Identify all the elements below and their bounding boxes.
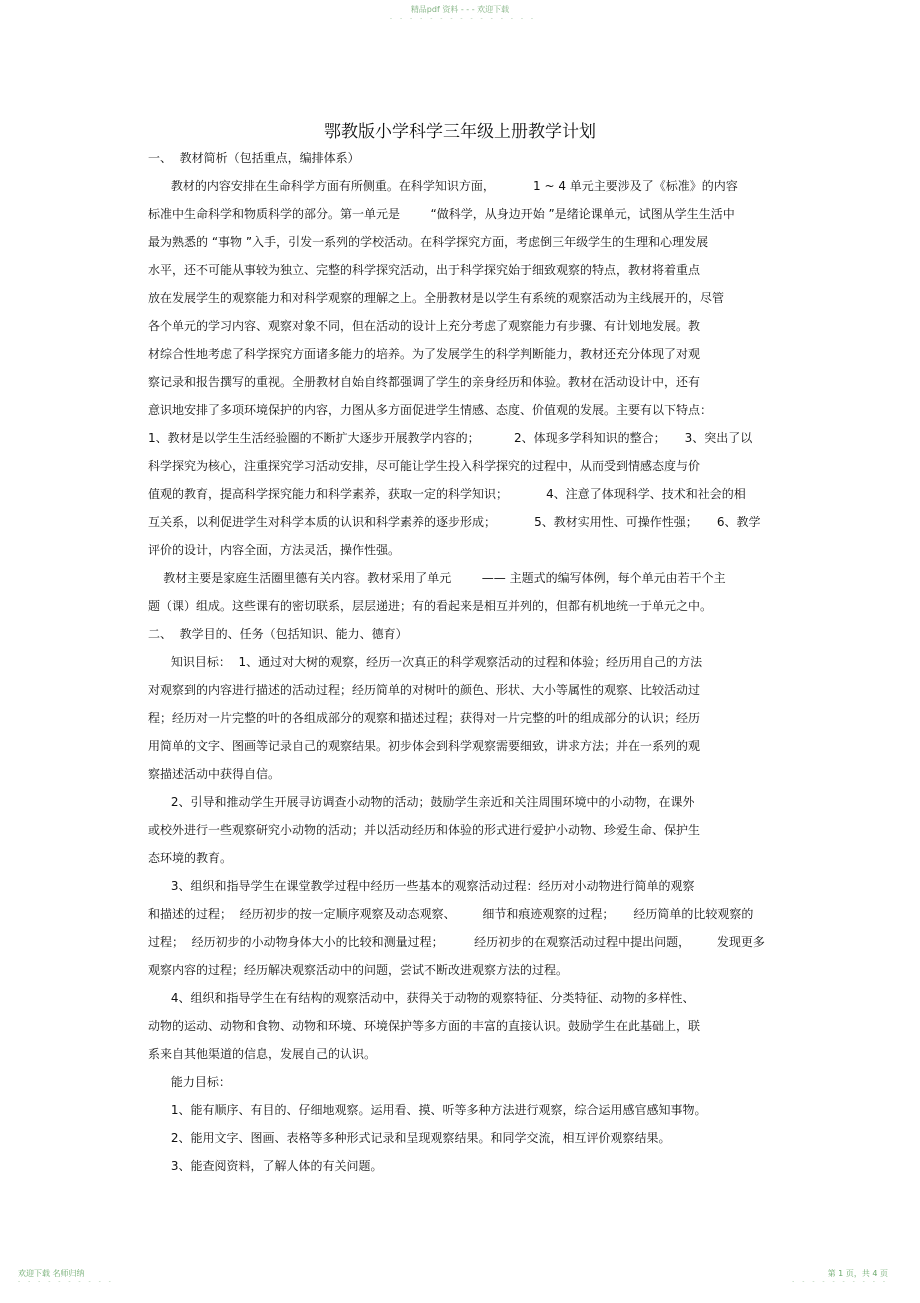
body-line: 1、能有顺序、有目的、仔细地观察。运用看、摸、听等多种方法进行观察，综合运用感官感知事物。: [148, 1103, 707, 1117]
body-line: 系来自其他渠道的信息，发展自己的认识。: [148, 1047, 377, 1061]
body-line: 1、教材是以学生生活经验圈的不断扩大逐步开展教学内容的； 2、体现多学科知识的整合； 3、突出了以: [148, 431, 753, 445]
body-line: 最为熟悉的 “事物 ”入手，引发一系列的学校活动。在科学探究方面，考虑倒三年级学生的生理和心理发展: [148, 235, 709, 249]
body-line: 评价的设计，内容全面，方法灵活，操作性强。: [148, 543, 401, 557]
body-line: 水平，还不可能从事较为独立、完整的科学探究活动，出于科学探究始于细致观察的特点，教材将着重点: [148, 263, 701, 277]
body-line: 教材主要是家庭生活圈里德有关内容。教材采用了单元 —— 主题式的编写体例，每个单元由若干个主: [148, 571, 726, 585]
body-line: 程；经历对一片完整的叶的各组成部分的观察和描述过程；获得对一片完整的叶的组成部分的认识；经历: [148, 711, 701, 725]
page-indicator: 第 1 页，共 4 页: [827, 1269, 888, 1278]
body-line: 3、组织和指导学生在课堂教学过程中经历一些基本的观察活动过程：经历对小动物进行简单的观察: [148, 879, 695, 893]
body-line: 放在发展学生的观察能力和对科学观察的理解之上。全册教材是以学生有系统的观察活动为主线展开的，尽管: [148, 291, 725, 305]
header-dots: - - - - - - - - - - - - - - -: [389, 15, 537, 22]
body-line: 材综合性地考虑了科学探究方面诸多能力的培养。为了发展学生的科学判断能力，教材还充分体现了对观: [148, 347, 701, 361]
body-line: 察描述活动中获得自信。: [148, 767, 281, 781]
body-line: 互关系，以利促进学生对科学本质的认识和科学素养的逐步形成； 5、教材实用性、可操作性强； 6、教学: [148, 515, 761, 529]
body-line: 知识目标： 1、通过对大树的观察，经历一次真正的科学观察活动的过程和体验；经历用自己的方法: [148, 655, 703, 669]
body-line: 过程； 经历初步的小动物身体大小的比较和测量过程； 经历初步的在观察活动过程中提出问题， 发现更多: [148, 935, 765, 949]
body-line: 标准中生命科学和物质科学的部分。第一单元是 “做科学，从身边开始 ”是绪论课单元，试图从学生生活中: [148, 207, 735, 221]
body-line: 2、能用文字、图画、表格等多种形式记录和呈现观察结果。和同学交流，相互评价观察结果。: [148, 1131, 671, 1145]
footer-right-dots: - - - - - - - - - -: [792, 1278, 888, 1285]
body-line: 用简单的文字、图画等记录自己的观察结果。初步体会到科学观察需要细致，讲求方法；并在一系列的观: [148, 739, 701, 753]
body-line: 观察内容的过程；经历解决观察活动中的问题，尝试不断改进观察方法的过程。: [148, 963, 569, 977]
body-line: 题（课）组成。这些课有的密切联系，层层递进；有的看起来是相互并列的，但都有机地统一于单元之中。: [148, 599, 713, 613]
body-line: 一、 教材简析（包括重点，编排体系）: [148, 151, 360, 165]
body-line: 2、引导和推动学生开展寻访调查小动物的活动；鼓励学生亲近和关注周围环境中的小动物，在课外: [148, 795, 695, 809]
body-line: 能力目标：: [148, 1075, 231, 1089]
body-line: 4、组织和指导学生在有结构的观察活动中，获得关于动物的观察特征、分类特征、动物的多样性、: [148, 991, 695, 1005]
document-title: 鄂教版小学科学三年级上册教学计划: [324, 122, 596, 142]
body-line: 科学探究为核心，注重探究学习活动安排，尽可能让学生投入科学探究的过程中，从而受到情感态度与价: [148, 459, 701, 473]
body-line: 动物的运动、动物和食物、动物和环境、环境保护等多方面的丰富的直接认识。鼓励学生在此基础上，联: [148, 1019, 701, 1033]
body-line: 态环境的教育。: [148, 851, 233, 865]
body-line: 3、能查阅资料，了解人体的有关问题。: [148, 1159, 383, 1173]
body-line: 意识地安排了多项环境保护的内容，力图从多方面促进学生情感、态度、价值观的发展。主要有以下特点：: [148, 403, 713, 417]
body-line: 值观的教育，提高科学探究能力和科学素养，获取一定的科学知识； 4、注意了体现科学、技术和社会的相: [148, 487, 746, 501]
body-line: 二、 教学目的、任务（包括知识、能力、德育）: [148, 627, 408, 641]
header-text: 精品pdf 资料 - - - 欢迎下载: [410, 5, 510, 14]
footer-left-dots: - - - - - - - - - -: [18, 1278, 114, 1285]
body-line: 察记录和报告撰写的重视。全册教材自始自终都强调了学生的亲身经历和体验。教材在活动设计中，还有: [148, 375, 701, 389]
body-line: 对观察到的内容进行描述的活动过程；经历简单的对树叶的颜色、形状、大小等属性的观察、比较活动过: [148, 683, 701, 697]
body-line: 各个单元的学习内容、观察对象不同，但在活动的设计上充分考虑了观察能力有步骤、有计划地发展。教: [148, 319, 701, 333]
body-line: 教材的内容安排在生命科学方面有所侧重。在科学知识方面， 1 ~ 4 单元主要涉及了《标准》的内容: [148, 179, 738, 193]
body-line: 或校外进行一些观察研究小动物的活动；并以活动经历和体验的形式进行爱护小动物、珍爱生命、保护生: [148, 823, 701, 837]
body-line: 和描述的过程； 经历初步的按一定顺序观察及动态观察、 细节和痕迹观察的过程； 经历简单的比较观察的: [148, 907, 754, 921]
footer-left-text: 欢迎下载 名师归纳: [18, 1269, 85, 1278]
